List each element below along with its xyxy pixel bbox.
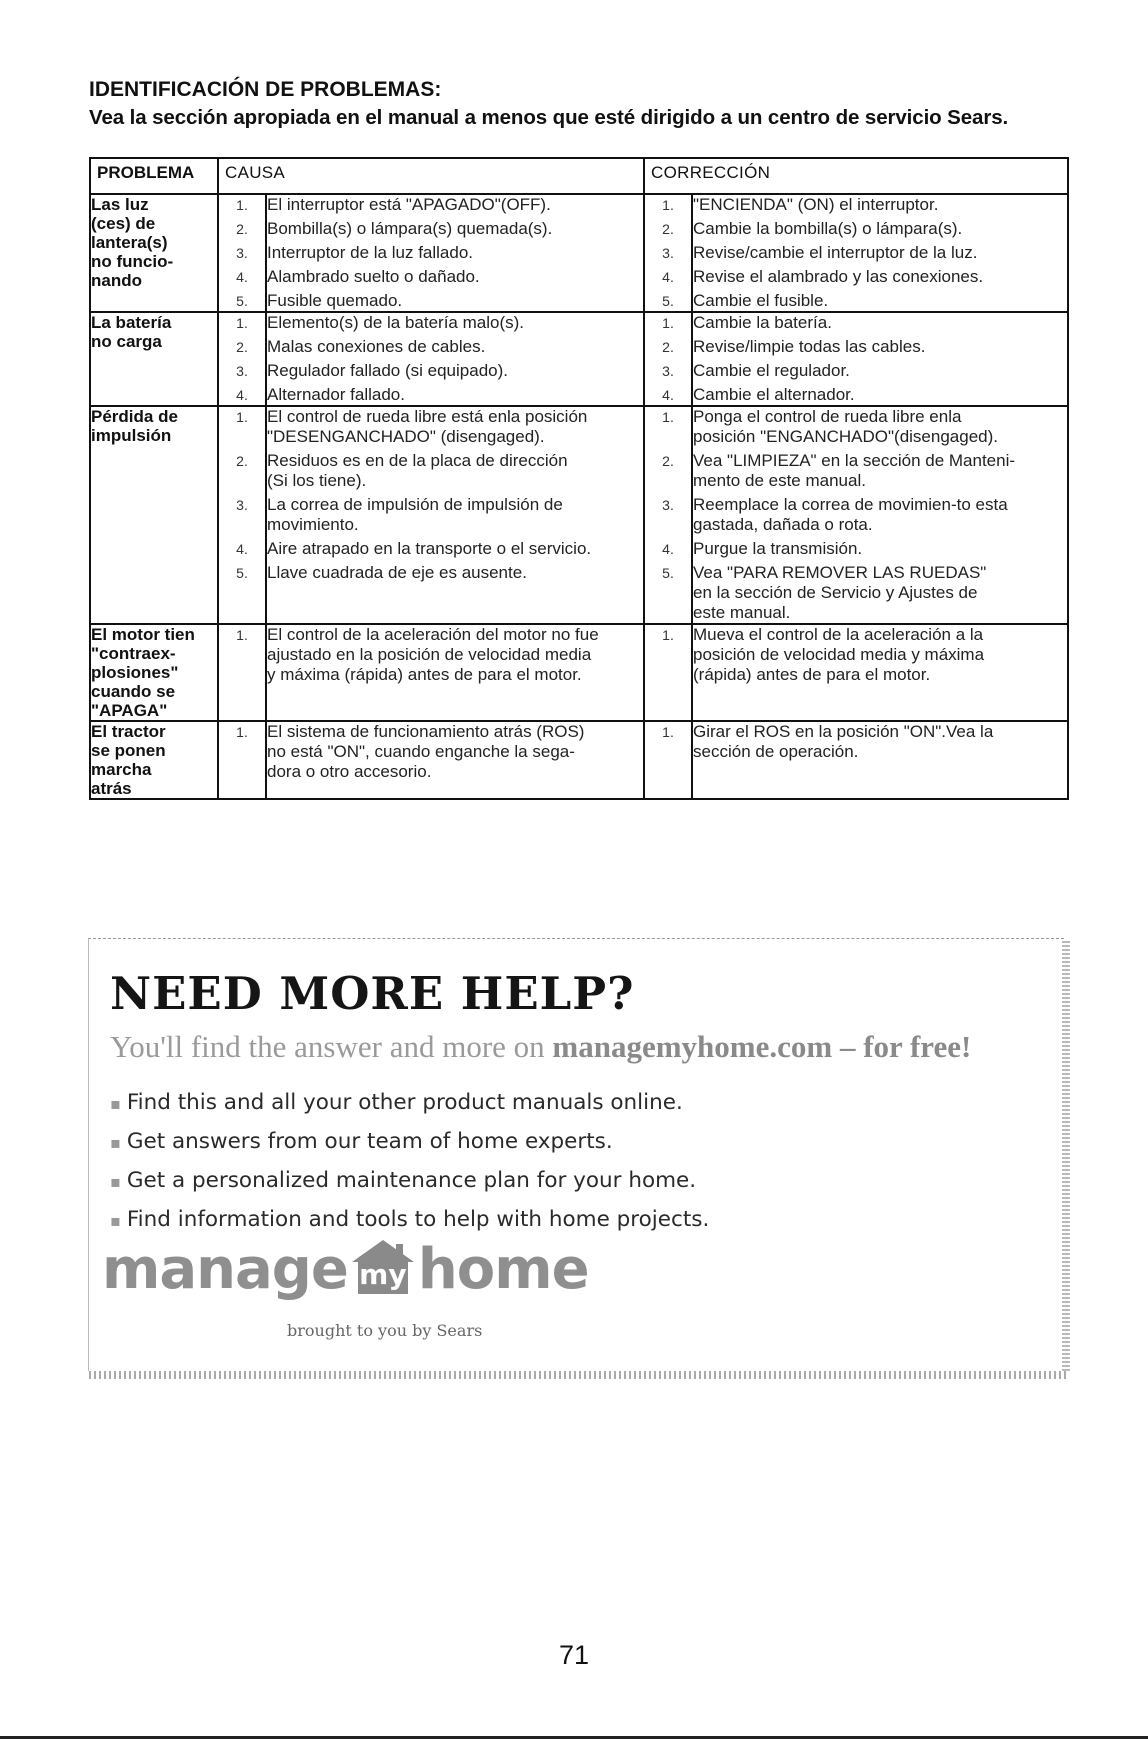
- correction-cell: [692, 406, 1068, 624]
- table-header-row: [90, 158, 1068, 194]
- item-number: 3.: [662, 497, 674, 513]
- cause-text: El sistema de funcionamiento atrás (ROS): [267, 722, 585, 741]
- correction-text: Vea "LIMPIEZA" en la sección de Manteni-: [693, 451, 1016, 470]
- cause-text: Residuos es en de la placa de dirección: [267, 451, 568, 470]
- correction-text: Cambie el regulador.: [693, 361, 850, 380]
- cause-text: "DESENGANCHADO" (disengaged).: [267, 427, 545, 446]
- item-number: 3.: [662, 245, 674, 261]
- item-number: 3.: [236, 363, 248, 379]
- problem-line: lantera(s): [91, 233, 168, 252]
- item-number: 4.: [662, 541, 674, 557]
- section-title: IDENTIFICACIÓN DE PROBLEMAS:: [89, 78, 442, 101]
- cause-text: Alambrado suelto o dañado.: [267, 267, 480, 286]
- item-number: 1.: [662, 197, 674, 213]
- cause-text: no está "ON", cuando enganche la sega-: [267, 742, 575, 761]
- item-number: 2.: [236, 339, 248, 355]
- header-cause: CAUSA: [218, 158, 644, 194]
- cause-text: movimiento.: [267, 515, 359, 534]
- problem-line: se ponen: [91, 741, 166, 760]
- cause-number-cell: [218, 194, 266, 312]
- correction-cell: [692, 312, 1068, 406]
- correction-text: sección de operación.: [693, 742, 859, 761]
- bullet-icon: ▪: [110, 1094, 121, 1113]
- correction-text: en la sección de Servicio y Ajustes de: [693, 583, 978, 602]
- problem-line: El motor tien: [91, 625, 195, 644]
- cause-cell: [266, 721, 644, 799]
- problem-line: El tractor: [91, 722, 166, 741]
- help-subtitle: [110, 1029, 971, 1065]
- item-number: 3.: [662, 363, 674, 379]
- problem-line: marcha: [91, 760, 152, 779]
- item-number: 1.: [662, 627, 674, 643]
- help-title: NEED MORE HELP?: [110, 967, 635, 1020]
- item-number: 5.: [662, 293, 674, 309]
- problem-line: plosiones": [91, 663, 179, 682]
- correction-text: Cambie la bombilla(s) o lámpara(s).: [693, 219, 963, 238]
- correction-number-cell: [644, 624, 692, 721]
- correction-number-cell: [644, 194, 692, 312]
- item-number: 2.: [236, 221, 248, 237]
- cause-text: Malas conexiones de cables.: [267, 337, 486, 356]
- item-number: 2.: [236, 453, 248, 469]
- item-number: 5.: [662, 565, 674, 581]
- correction-cell: [692, 624, 1068, 721]
- problem-line: La batería: [91, 313, 172, 332]
- section-instruction: Vea la sección apropiada en el manual a menos que esté dirigido a un centro de servicio Sears.: [89, 106, 1009, 129]
- item-number: 4.: [662, 269, 674, 285]
- item-number: 1.: [236, 409, 248, 425]
- cause-number-cell: [218, 406, 266, 624]
- problem-line: no carga: [91, 332, 162, 351]
- problem-line: atrás: [91, 779, 132, 798]
- cause-text: Interruptor de la luz fallado.: [267, 243, 474, 262]
- help-bullet-list: [110, 1083, 709, 1239]
- cause-number-cell: [218, 721, 266, 799]
- problem-line: cuando se: [91, 682, 176, 701]
- cause-number-cell: [218, 624, 266, 721]
- correction-text: (rápida) antes de para el motor.: [693, 665, 931, 684]
- cause-text: Bombilla(s) o lámpara(s) quemada(s).: [267, 219, 553, 238]
- cause-text: Fusible quemado.: [267, 291, 403, 310]
- correction-text: Vea "PARA REMOVER LAS RUEDAS": [693, 563, 987, 582]
- correction-text: Revise/limpie todas las cables.: [693, 337, 926, 356]
- cause-text: El interruptor está "APAGADO"(OFF).: [267, 195, 551, 214]
- correction-text: Cambie el fusible.: [693, 291, 829, 310]
- panel-edge-shadow: [1062, 939, 1070, 1371]
- cause-cell: [266, 312, 644, 406]
- bullet-icon: ▪: [110, 1133, 121, 1152]
- problem-cell: [90, 406, 218, 624]
- panel-bottom-shadow: [89, 1371, 1069, 1379]
- problem-line: "contraex-: [91, 644, 176, 663]
- correction-number-cell: [644, 406, 692, 624]
- correction-text: Purgue la transmisión.: [693, 539, 863, 558]
- help-subtitle-site: managemyhome.com – for free!: [552, 1029, 972, 1064]
- correction-text: Girar el ROS en la posición "ON".Vea la: [693, 722, 994, 741]
- troubleshooting-table: [89, 157, 1069, 800]
- cause-cell: [266, 406, 644, 624]
- table-row: [90, 312, 1068, 406]
- correction-text: gastada, dañada o rota.: [693, 515, 873, 534]
- correction-text: este manual.: [693, 603, 791, 622]
- cause-text: Alternador fallado.: [267, 385, 405, 404]
- item-number: 4.: [236, 269, 248, 285]
- correction-text: Reemplace la correa de movimien-to esta: [693, 495, 1008, 514]
- cause-text: y máxima (rápida) antes de para el motor.: [267, 665, 582, 684]
- problem-cell: [90, 624, 218, 721]
- problem-line: Las luz: [91, 195, 149, 214]
- item-number: 2.: [662, 221, 674, 237]
- correction-text: posición "ENGANCHADO"(disengaged).: [693, 427, 998, 446]
- cause-text: Elemento(s) de la batería malo(s).: [267, 313, 524, 332]
- correction-number-cell: [644, 721, 692, 799]
- correction-text: "ENCIENDA" (ON) el interruptor.: [693, 195, 939, 214]
- managemyhome-logo: manage my home: [102, 1237, 589, 1302]
- table-body: [90, 194, 1068, 799]
- correction-cell: [692, 721, 1068, 799]
- item-number: 1.: [236, 724, 248, 740]
- problem-cell: [90, 721, 218, 799]
- header-correction: CORRECCIÓN: [644, 158, 1068, 194]
- help-subtitle-lead: You'll find the answer and more on: [110, 1029, 553, 1064]
- item-number: 3.: [236, 497, 248, 513]
- correction-text: posición de velocidad media y máxima: [693, 645, 985, 664]
- header-problem: PROBLEMA: [90, 158, 218, 194]
- problem-line: "APAGA": [91, 701, 168, 720]
- item-number: 4.: [236, 541, 248, 557]
- cause-text: El control de la aceleración del motor no fue: [267, 625, 599, 644]
- item-number: 3.: [236, 245, 248, 261]
- correction-number-cell: [644, 312, 692, 406]
- cause-text: Aire atrapado en la transporte o el servicio.: [267, 539, 592, 558]
- item-number: 1.: [662, 724, 674, 740]
- list-item: ▪ Get answers from our team of home experts.: [110, 1129, 613, 1154]
- cause-text: ajustado en la posición de velocidad media: [267, 645, 592, 664]
- problem-line: Pérdida de: [91, 407, 178, 426]
- problem-line: no funcio-: [91, 252, 174, 271]
- cause-text: Llave cuadrada de eje es ausente.: [267, 563, 527, 582]
- cause-text: dora o otro accesorio.: [267, 762, 432, 781]
- item-number: 2.: [662, 453, 674, 469]
- table-row: [90, 194, 1068, 312]
- correction-text: Cambie el alternador.: [693, 385, 855, 404]
- correction-text: Revise/cambie el interruptor de la luz.: [693, 243, 978, 262]
- house-icon: my: [350, 1238, 416, 1294]
- table-row: [90, 624, 1068, 721]
- page-number: 71: [558, 1640, 590, 1670]
- bullet-icon: ▪: [110, 1172, 121, 1191]
- item-number: 4.: [236, 387, 248, 403]
- correction-text: Ponga el control de rueda libre enla: [693, 407, 962, 426]
- list-item: ▪ Get a personalized maintenance plan for your home.: [110, 1168, 697, 1193]
- item-number: 5.: [236, 565, 248, 581]
- item-number: 4.: [662, 387, 674, 403]
- table-row: [90, 406, 1068, 624]
- correction-text: mento de este manual.: [693, 471, 866, 490]
- problem-line: nando: [91, 271, 142, 290]
- item-number: 2.: [662, 339, 674, 355]
- item-number: 1.: [662, 315, 674, 331]
- page-heading: [89, 76, 1079, 132]
- item-number: 5.: [236, 293, 248, 309]
- problem-line: impulsión: [91, 426, 172, 445]
- cause-cell: [266, 194, 644, 312]
- help-panel: [88, 938, 1064, 1371]
- cause-text: La correa de impulsión de impulsión de: [267, 495, 563, 514]
- list-item: ▪ Find information and tools to help with home projects.: [110, 1207, 710, 1232]
- cause-number-cell: [218, 312, 266, 406]
- correction-text: Cambie la batería.: [693, 313, 832, 332]
- table-row: [90, 721, 1068, 799]
- cause-cell: [266, 624, 644, 721]
- item-number: 1.: [236, 315, 248, 331]
- logo-tagline: brought to you by Sears: [287, 1321, 483, 1340]
- cause-text: Regulador fallado (si equipado).: [267, 361, 508, 380]
- item-number: 1.: [662, 409, 674, 425]
- cause-text: El control de rueda libre está enla posición: [267, 407, 588, 426]
- item-number: 1.: [236, 627, 248, 643]
- list-item: ▪ Find this and all your other product manuals online.: [110, 1090, 683, 1115]
- problem-line: (ces) de: [91, 214, 156, 233]
- problem-cell: [90, 312, 218, 406]
- cause-text: (Si los tiene).: [267, 471, 367, 490]
- correction-text: Mueva el control de la aceleración a la: [693, 625, 984, 644]
- item-number: 1.: [236, 197, 248, 213]
- correction-cell: [692, 194, 1068, 312]
- bullet-icon: ▪: [110, 1211, 121, 1230]
- problem-cell: [90, 194, 218, 312]
- correction-text: Revise el alambrado y las conexiones.: [693, 267, 984, 286]
